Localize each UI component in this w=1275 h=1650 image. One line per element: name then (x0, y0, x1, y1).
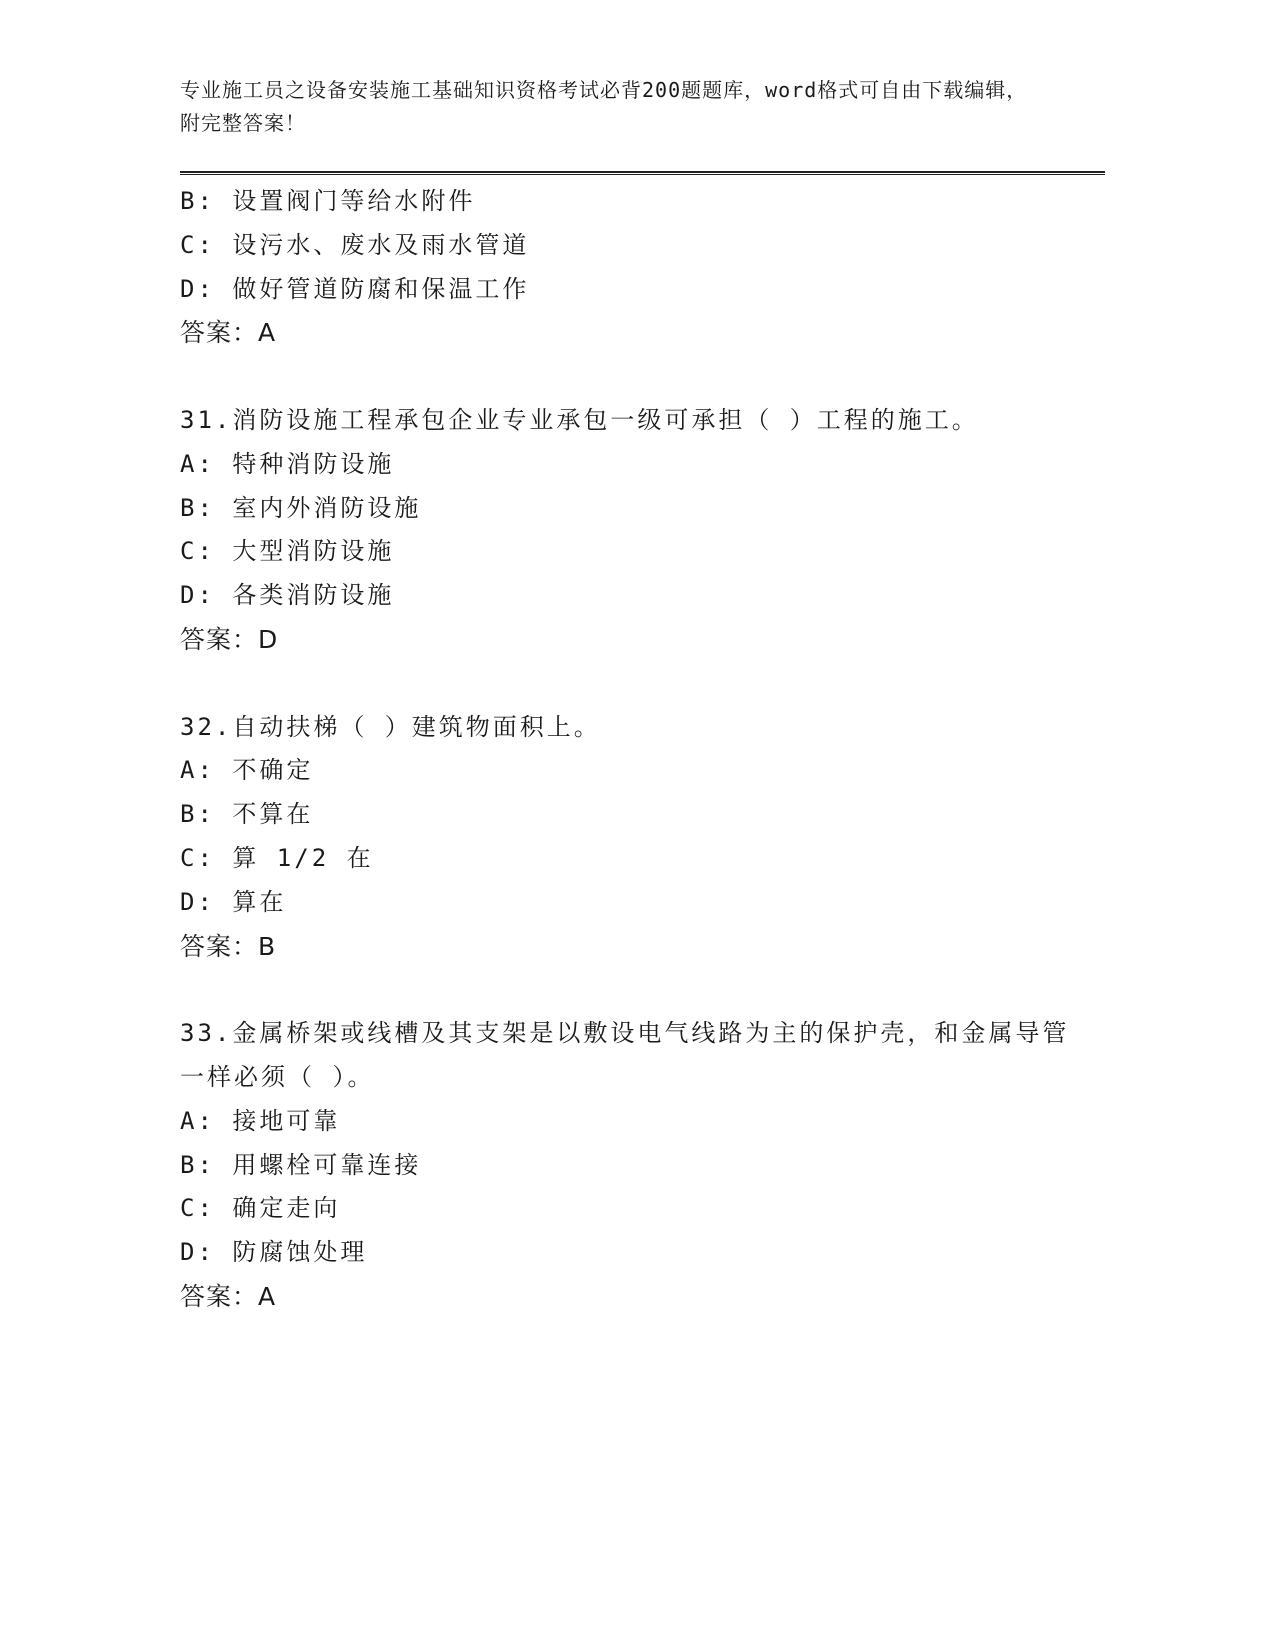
option-c: C: 设污水、废水及雨水管道 (180, 230, 530, 259)
option-d: D: 做好管道防腐和保温工作 (180, 274, 530, 303)
option-b: B: 用螺栓可靠连接 (180, 1150, 422, 1179)
question-33-block (180, 1012, 1080, 1319)
option-c: C: 算 1/2 在 (180, 843, 374, 872)
option-a: A: 接地可靠 (180, 1106, 341, 1135)
answer-line: 答案：A (180, 318, 277, 348)
question-text: 31.消防设施工程承包企业专业承包一级可承担（ ）工程的施工。 (180, 405, 979, 434)
header-divider (180, 171, 1105, 175)
question-text: 33.金属桥架或线槽及其支架是以敷设电气线路为主的保护壳，和金属导管一样必须（ ）。 (180, 1019, 1070, 1091)
document-header: 专业施工员之设备安装施工基础知识资格考试必背200题题库，word格式可自由下载编辑，附完整答案！ (180, 78, 1028, 135)
question-32-block (180, 706, 1080, 969)
option-c: C: 确定走向 (180, 1194, 341, 1223)
option-b: B: 设置阀门等给水附件 (180, 187, 476, 215)
option-d: D: 防腐蚀处理 (180, 1238, 368, 1267)
option-d: D: 各类消防设施 (180, 581, 395, 610)
answer-line: 答案：B (180, 931, 277, 961)
option-b: B: 不算在 (180, 800, 314, 829)
answer-line: 答案：D (180, 624, 279, 654)
option-a: A: 不确定 (180, 756, 314, 785)
question-31-block (180, 399, 1080, 662)
option-c: C: 大型消防设施 (180, 537, 395, 566)
option-b: B: 室内外消防设施 (180, 493, 422, 522)
question-content (180, 180, 1080, 1319)
option-d: D: 算在 (180, 887, 287, 916)
option-a: A: 特种消防设施 (180, 449, 395, 478)
answer-line: 答案：A (180, 1281, 277, 1311)
previous-question-block (180, 180, 1080, 355)
question-text: 32.自动扶梯（ ）建筑物面积上。 (180, 712, 601, 741)
